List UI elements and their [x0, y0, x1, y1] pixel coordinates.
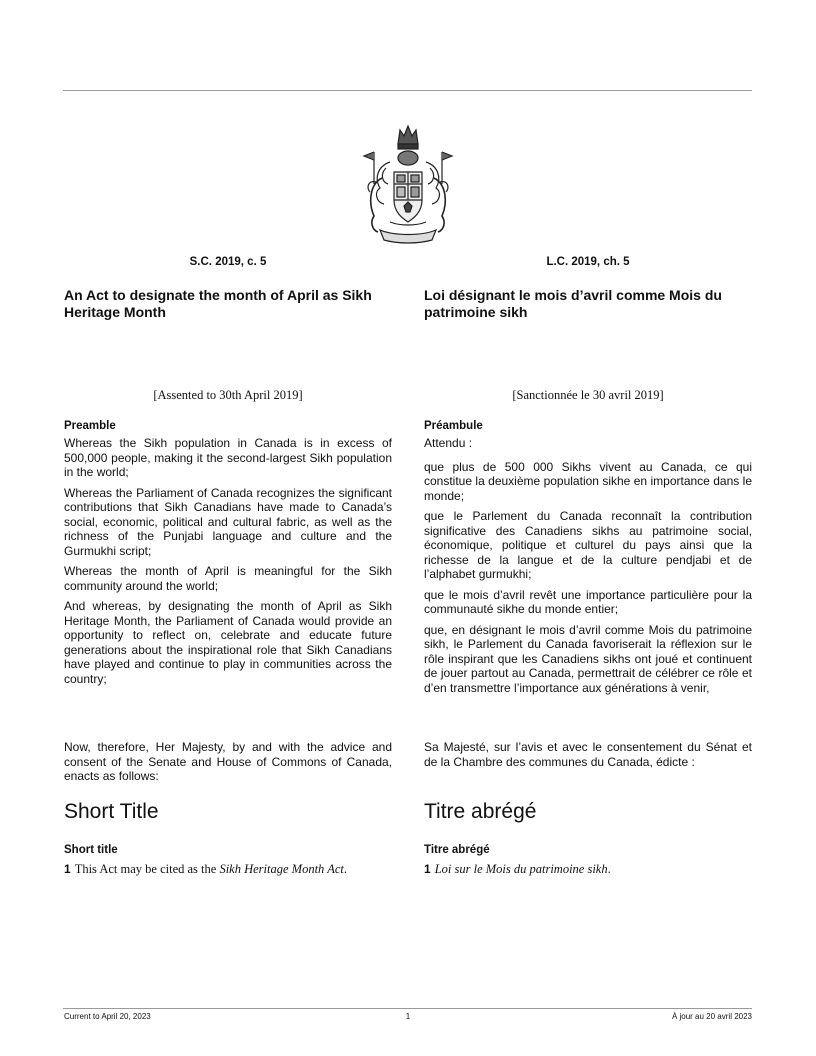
title-fr: Loi désignant le mois d’avril comme Mois du patrimoine sikh [424, 287, 722, 320]
section-suffix: . [607, 862, 611, 876]
preamble-paragraph: que, en désignant le mois d’avril comme Mois du patrimoine sikh, le Parlement du Canada favoriserait la réflexion sur le rôle inspirant que les Canadiens sikhs ont joué et continuent de jouer partout au Canada, permettrait de célébrer ce rôle et d’en transmettre l’importance aux générations à venir, [424, 622, 752, 695]
assent-fr: [Sanctionnée le 30 avril 2019] [512, 388, 664, 402]
citation-fr: L.C. 2019, ch. 5 [546, 256, 630, 268]
preamble-paragraph: que plus de 500 000 Sikhs vivent au Canada, ce qui constitue la deuxième population sikhe en importance dans le monde; [424, 459, 752, 503]
preamble-paragraph: que le mois d’avril revêt une importance particulière pour la communauté sikhe du monde entier; [424, 587, 752, 616]
act-title: Loi sur le Mois du patrimoine sikh [434, 862, 608, 876]
marginal-note-en: Short title [64, 844, 118, 856]
preamble-paragraph: Whereas the Sikh population in Canada is in excess of 500,000 people, making it the second-largest Sikh population in the world; [64, 436, 392, 479]
section-1-fr [424, 862, 752, 877]
preamble-paragraph: Whereas the month of April is meaningful for the Sikh community around the world; [64, 564, 392, 593]
short-title-heading-en: Short Title [64, 800, 159, 823]
title-en: An Act to designate the month of April as Sikh Heritage Month [64, 287, 372, 320]
footer-right: À jour au 20 avril 2023 [671, 1012, 752, 1021]
enacting-clause-en: Now, therefore, Her Majesty, by and with the advice and consent of the Senate and House of Commons of Canada, enacts as follows: [64, 740, 392, 783]
preamble-paragraph: que le Parlement du Canada reconnaît la contribution significative des Canadiens sikhs au patrimoine social, économique, politique et culturel du pays ainsi que la richesse de la langue et de la culture pendjabi et de l’alphabet gurmukhi; [424, 509, 752, 581]
enacting-clause-fr: Sa Majesté, sur l’avis et avec le consentement du Sénat et de la Chambre des communes du Canada, édicte : [424, 740, 752, 769]
preamble-heading-en: Preamble [64, 420, 116, 432]
preamble-intro-fr: Attendu : [424, 436, 473, 450]
page-number: 1 [405, 1012, 411, 1021]
short-title-heading-fr: Titre abrégé [424, 800, 537, 823]
section-number: 1 [64, 862, 71, 876]
preamble-en [64, 420, 392, 692]
citation-en: S.C. 2019, c. 5 [189, 256, 267, 268]
section-suffix: . [343, 862, 347, 876]
marginal-note-fr: Titre abrégé [424, 844, 490, 856]
section-number: 1 [424, 862, 431, 876]
section-1-en [64, 862, 392, 877]
section-text: This Act may be cited as the [74, 862, 220, 876]
preamble-heading-fr: Préambule [424, 420, 483, 432]
preamble-fr [424, 420, 752, 701]
footer-left: Current to April 20, 2023 [64, 1012, 151, 1021]
act-title: Sikh Heritage Month Act [219, 862, 344, 876]
assent-en: [Assented to 30th April 2019] [153, 388, 303, 402]
bottom-rule [63, 1008, 752, 1009]
preamble-paragraph: And whereas, by designating the month of April as Sikh Heritage Month, the Parliament of Canada would provide an opportunity to reflect on, celebrate and educate future generations about the inspirational role that Sikh Canadians have played and continue to play in communities across the country; [64, 599, 392, 686]
canada-coat-of-arms [360, 122, 456, 244]
top-rule [63, 90, 752, 91]
preamble-paragraph: Whereas the Parliament of Canada recognizes the significant contributions that Sikh Canadians have made to Canada’s social, economic, political and cultural fabric, as well as the richness of the Punjabi language and culture and the Gurmukhi script; [64, 485, 392, 558]
